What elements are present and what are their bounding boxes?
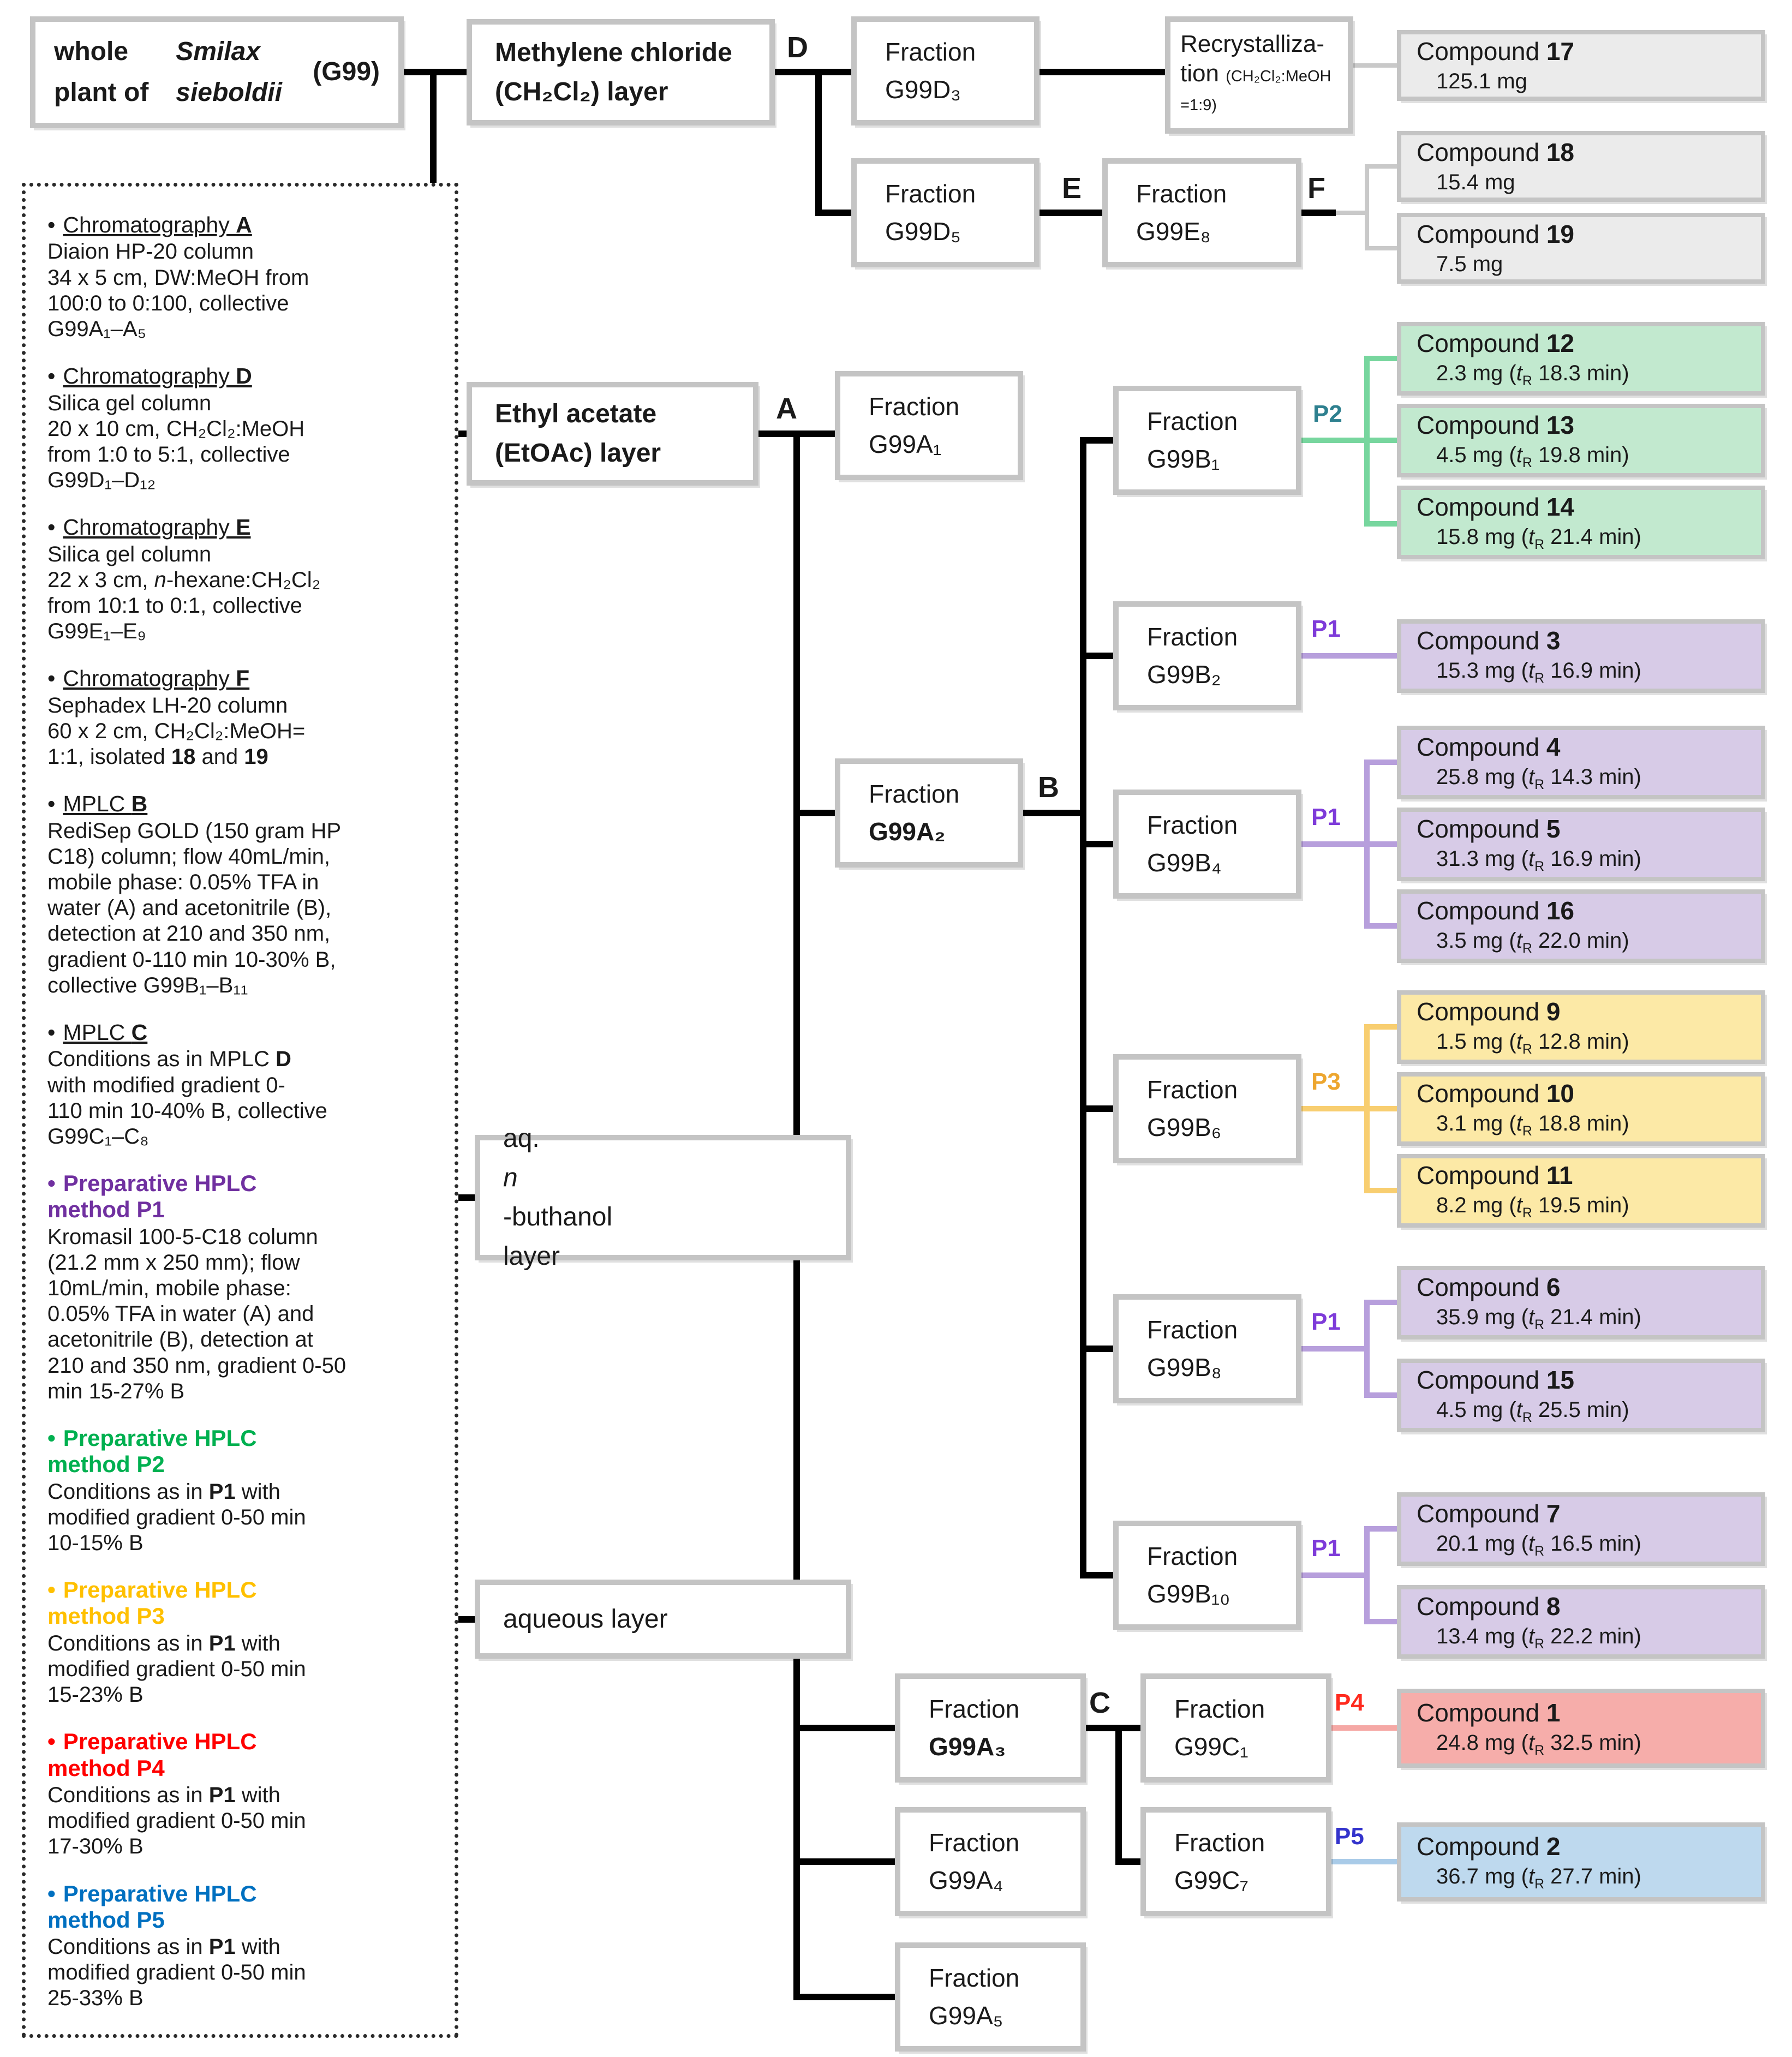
connector-line xyxy=(1331,1859,1397,1864)
legend-item-body: RediSep GOLD (150 gram HP C18) column; flow 40mL/min, mobile phase: 0.05% TFA in water (A) and acetonitrile (B), detection at 210 and 350 nm, gradient 0-110 min 10-30% B, collective G99B₁–B₁₁ xyxy=(47,818,342,997)
connector-line xyxy=(1115,1725,1122,1865)
legend-item-heading xyxy=(47,665,440,691)
compound-box-11 xyxy=(1397,1154,1765,1228)
legend-item xyxy=(47,1577,440,1708)
legend-heading-text: Chromatography A xyxy=(63,212,252,237)
fraction-word: Fraction xyxy=(1174,1828,1265,1857)
fraction-name: G99A₄ xyxy=(929,1866,1003,1894)
compound-title: Compound 7 xyxy=(1417,1499,1561,1528)
compound-detail: 13.4 mg ($t_R$ 22.2 min) xyxy=(1436,1624,1641,1652)
connector-line xyxy=(1040,69,1165,75)
fraction-box-b4 xyxy=(1113,790,1301,899)
legend-item xyxy=(47,1170,440,1404)
bullet-icon: • xyxy=(47,1729,56,1755)
fraction-box-b1 xyxy=(1113,386,1301,495)
fraction-box-d3 xyxy=(851,16,1040,125)
legend-item-heading xyxy=(47,791,440,817)
legend-item xyxy=(47,791,440,998)
legend-item xyxy=(47,665,440,770)
connector-line xyxy=(1364,760,1370,929)
compound-detail: 24.8 mg ($t_R$ 32.5 min) xyxy=(1436,1731,1641,1759)
fraction-box-b6 xyxy=(1113,1054,1301,1163)
connector-line xyxy=(797,1858,895,1865)
compound-detail: 20.1 mg ($t_R$ 16.5 min) xyxy=(1436,1532,1641,1559)
fraction-box-a3 xyxy=(895,1673,1086,1783)
bullet-icon: • xyxy=(47,1577,56,1603)
compound-box-3 xyxy=(1397,619,1765,693)
connector-line xyxy=(1083,1346,1113,1352)
legend-heading-text: Preparative HPLC method P1 xyxy=(47,1170,257,1223)
layer-box-methylene-chloride: Methylene chloride (CH₂Cl₂) layer xyxy=(467,19,775,125)
hplc-method-label-P1: P1 xyxy=(1311,615,1341,642)
fraction-word: Fraction xyxy=(1136,180,1227,208)
compound-title: Compound 1 xyxy=(1417,1699,1561,1727)
hplc-method-label-P5: P5 xyxy=(1335,1823,1364,1850)
compound-title: Compound 5 xyxy=(1417,815,1561,844)
fraction-name: G99A₁ xyxy=(869,430,942,458)
fraction-box-b8 xyxy=(1113,1294,1301,1403)
fraction-name: G99E₈ xyxy=(1136,217,1211,246)
hplc-method-label-P2: P2 xyxy=(1313,400,1342,427)
legend-item-body: Sephadex LH-20 column 60 x 2 cm, CH₂Cl₂:MeOH= 1:1, isolated 18 and 19 xyxy=(47,693,306,769)
legend-item xyxy=(47,1881,440,2012)
legend-item-body: Silica gel column 22 x 3 cm, n-hexane:CH₂Cl₂ from 10:1 to 0:1, collective G99E₁–E₉ xyxy=(47,542,321,644)
fraction-box-d5 xyxy=(851,158,1040,267)
compound-box-9 xyxy=(1397,990,1765,1064)
compound-detail: 3.1 mg ($t_R$ 18.8 min) xyxy=(1436,1111,1629,1139)
fraction-word: Fraction xyxy=(1147,811,1238,839)
connector-line xyxy=(1365,164,1369,250)
connector-line xyxy=(1023,810,1083,816)
branch-label-E: E xyxy=(1062,172,1082,205)
compound-title: Compound 18 xyxy=(1417,137,1574,166)
fraction-name: G99B₂ xyxy=(1147,660,1221,689)
connector-line xyxy=(1119,1725,1140,1731)
fraction-box-b2 xyxy=(1113,601,1301,710)
fraction-box-a4 xyxy=(895,1807,1086,1916)
legend-item xyxy=(47,1425,440,1556)
compound-detail: 36.7 mg ($t_R$ 27.7 min) xyxy=(1436,1864,1641,1892)
branch-label-D: D xyxy=(787,31,808,64)
connector-line xyxy=(1301,1106,1397,1111)
compound-box-2 xyxy=(1397,1822,1765,1901)
connector-line xyxy=(1080,437,1086,1578)
compound-title: Compound 3 xyxy=(1417,626,1561,655)
connector-line xyxy=(1301,210,1336,216)
fraction-box-e8 xyxy=(1102,158,1301,267)
connector-line xyxy=(1364,1024,1370,1193)
fraction-word: Fraction xyxy=(1147,1075,1238,1104)
connector-line xyxy=(1083,1572,1113,1578)
compound-detail: 15.8 mg ($t_R$ 21.4 min) xyxy=(1436,525,1641,553)
fraction-box-c7 xyxy=(1140,1807,1331,1916)
compound-box-18 xyxy=(1397,131,1765,202)
fraction-box-a1 xyxy=(835,371,1023,480)
connector-line xyxy=(1083,653,1113,659)
compound-box-8 xyxy=(1397,1585,1765,1659)
connector-line xyxy=(1331,1725,1397,1731)
compound-title: Compound 17 xyxy=(1417,37,1574,65)
connector-line xyxy=(1301,1346,1367,1352)
legend-item-heading xyxy=(47,1577,440,1630)
fraction-word: Fraction xyxy=(1147,1315,1238,1344)
connector-line xyxy=(1367,1392,1397,1398)
compound-detail: 2.3 mg ($t_R$ 18.3 min) xyxy=(1436,361,1629,389)
fraction-word: Fraction xyxy=(885,38,976,66)
bullet-icon: • xyxy=(47,1020,56,1045)
compound-title: Compound 12 xyxy=(1417,329,1574,358)
fraction-word: Fraction xyxy=(929,1964,1020,1992)
legend-item xyxy=(47,1729,440,1859)
branch-label-B: B xyxy=(1038,771,1059,804)
fraction-name: G99B₄ xyxy=(1147,848,1222,877)
connector-line xyxy=(815,69,822,216)
bullet-icon: • xyxy=(47,515,56,540)
bullet-icon: • xyxy=(47,212,56,237)
compound-box-16 xyxy=(1397,889,1765,963)
bullet-icon: • xyxy=(47,363,56,389)
connector-line xyxy=(1367,356,1397,361)
bullet-icon: • xyxy=(47,666,56,691)
fraction-box-a2 xyxy=(835,758,1023,868)
fraction-name: G99D₃ xyxy=(885,75,961,104)
compound-title: Compound 15 xyxy=(1417,1366,1574,1395)
legend-heading-text: Preparative HPLC method P2 xyxy=(47,1425,257,1478)
compound-box-6 xyxy=(1397,1266,1765,1340)
fraction-name: G99A₃ xyxy=(929,1732,1006,1761)
compound-box-15 xyxy=(1397,1359,1765,1432)
compound-detail: 4.5 mg ($t_R$ 25.5 min) xyxy=(1436,1398,1629,1426)
connector-line xyxy=(1364,356,1370,527)
connector-line xyxy=(1336,211,1367,215)
compound-box-19 xyxy=(1397,213,1765,284)
connector-line xyxy=(1367,521,1397,527)
source-box: whole plant of Smilax sieboldii (G99) xyxy=(30,16,404,128)
fraction-word: Fraction xyxy=(1147,407,1238,435)
legend-item-body: Kromasil 100-5-C18 column (21.2 mm x 250 mm); flow 10mL/min, mobile phase: 0.05% TFA in water (A) and acetonitrile (B), detection at 210 and 350 nm, gradient 0-50 min 15-27% B xyxy=(47,1224,347,1403)
fraction-box-a5 xyxy=(895,1942,1086,2052)
legend-item-heading xyxy=(47,1881,440,1934)
hplc-method-label-P3: P3 xyxy=(1311,1068,1341,1095)
legend-item-body: Conditions as in P1 with modified gradient 0-50 min 25-33% B xyxy=(47,1935,306,2011)
compound-title: Compound 4 xyxy=(1417,733,1561,762)
legend-item-heading xyxy=(47,1729,440,1781)
compound-detail: 15.4 mg xyxy=(1436,170,1515,194)
fraction-word: Fraction xyxy=(885,180,976,208)
connector-line xyxy=(1301,653,1397,659)
bullet-icon: • xyxy=(47,1170,56,1197)
connector-line xyxy=(1367,164,1397,169)
compound-box-5 xyxy=(1397,808,1765,881)
compound-title: Compound 9 xyxy=(1417,997,1561,1026)
fraction-word: Fraction xyxy=(1147,1542,1238,1570)
compound-detail: 15.3 mg ($t_R$ 16.9 min) xyxy=(1436,659,1641,686)
legend-item-body: Silica gel column 20 x 10 cm, CH₂Cl₂:MeOH from 1:0 to 5:1, collective G99D₁–D₁₂ xyxy=(47,391,305,493)
compound-box-1 xyxy=(1397,1689,1765,1768)
connector-line xyxy=(1367,246,1397,250)
layer-box-aqueous: aqueous layer xyxy=(475,1580,851,1659)
compound-box-13 xyxy=(1397,404,1765,477)
compound-detail: 4.5 mg ($t_R$ 19.8 min) xyxy=(1436,443,1629,471)
connector-line xyxy=(1367,1526,1397,1532)
connector-line xyxy=(1367,760,1397,765)
fraction-word: Fraction xyxy=(869,392,960,421)
legend-item-body: Conditions as in P1 with modified gradient 0-50 min 15-23% B xyxy=(47,1631,306,1707)
fraction-word: Fraction xyxy=(869,780,960,808)
compound-title: Compound 16 xyxy=(1417,896,1574,925)
connector-line xyxy=(1086,1725,1119,1731)
recrystallization-title: Recrystalliza-tion xyxy=(1180,31,1325,87)
fraction-box-c1 xyxy=(1140,1673,1331,1783)
layer-box-ethyl-acetate: Ethyl acetate (EtOAc) layer xyxy=(467,382,758,486)
legend-item-body: Conditions as in P1 with modified gradient 0-50 min 17-30% B xyxy=(47,1783,306,1859)
legend-heading-text: Preparative HPLC method P5 xyxy=(47,1880,257,1933)
fraction-name: G99B₁ xyxy=(1147,445,1220,473)
legend-item-heading xyxy=(47,212,440,238)
connector-line xyxy=(1367,1188,1397,1193)
connector-line xyxy=(1367,1619,1397,1624)
layer-box-n-buthanol: aq. n -buthanol layer xyxy=(475,1135,851,1260)
fraction-word: Fraction xyxy=(929,1828,1020,1857)
connector-line xyxy=(1364,1526,1370,1624)
hplc-method-label-P1: P1 xyxy=(1311,1308,1341,1335)
compound-box-17 xyxy=(1397,30,1765,101)
compound-title: Compound 8 xyxy=(1417,1592,1561,1621)
fraction-word: Fraction xyxy=(1174,1695,1265,1723)
connector-line xyxy=(819,210,851,216)
bullet-icon: • xyxy=(47,791,56,817)
compound-detail: 8.2 mg ($t_R$ 19.5 min) xyxy=(1436,1193,1629,1221)
compound-detail: 7.5 mg xyxy=(1436,252,1503,276)
compound-detail: 3.5 mg ($t_R$ 22.0 min) xyxy=(1436,929,1629,956)
compound-detail: 1.5 mg ($t_R$ 12.8 min) xyxy=(1436,1030,1629,1057)
legend-item-heading xyxy=(47,514,440,540)
fraction-name: G99D₅ xyxy=(885,217,961,246)
connector-line xyxy=(1083,841,1113,847)
compound-title: Compound 10 xyxy=(1417,1079,1574,1108)
hplc-method-label-P1: P1 xyxy=(1311,804,1341,830)
fraction-name: G99A₅ xyxy=(929,2001,1003,2030)
legend-item-heading xyxy=(47,363,440,389)
connector-line xyxy=(1301,841,1397,847)
legend-heading-text: MPLC C xyxy=(63,1020,148,1045)
legend-item-body: Diaion HP-20 column 34 x 5 cm, DW:MeOH from 100:0 to 0:100, collective G99A₁–A₅ xyxy=(47,240,309,341)
compound-box-4 xyxy=(1397,726,1765,799)
branch-label-A: A xyxy=(776,392,797,425)
fraction-word: Fraction xyxy=(1147,623,1238,651)
compound-box-12 xyxy=(1397,322,1765,396)
fraction-name: G99B₈ xyxy=(1147,1353,1222,1382)
compound-detail: 35.9 mg ($t_R$ 21.4 min) xyxy=(1436,1305,1641,1333)
compound-box-14 xyxy=(1397,486,1765,559)
methods-legend-panel xyxy=(22,183,458,2038)
compound-box-10 xyxy=(1397,1072,1765,1146)
connector-line xyxy=(1301,1572,1367,1578)
legend-heading-text: Chromatography D xyxy=(63,363,252,389)
legend-item xyxy=(47,1019,440,1150)
branch-label-C: C xyxy=(1089,1687,1110,1719)
connector-line xyxy=(1367,923,1397,929)
legend-heading-text: Chromatography F xyxy=(63,666,250,691)
legend-item xyxy=(47,363,440,493)
connector-line xyxy=(1119,1858,1140,1865)
legend-item xyxy=(47,514,440,644)
hplc-method-label-P4: P4 xyxy=(1335,1689,1364,1716)
compound-title: Compound 6 xyxy=(1417,1273,1561,1302)
branch-label-F: F xyxy=(1307,172,1325,205)
connector-line xyxy=(1083,1105,1113,1112)
fraction-name: G99B₆ xyxy=(1147,1113,1222,1141)
fraction-name: G99B₁₀ xyxy=(1147,1580,1230,1608)
legend-heading-text: Preparative HPLC method P3 xyxy=(47,1577,257,1629)
fraction-box-b10 xyxy=(1113,1521,1301,1630)
connector-line xyxy=(1083,437,1113,444)
compound-detail: 25.8 mg ($t_R$ 14.3 min) xyxy=(1436,765,1641,793)
legend-heading-text: MPLC B xyxy=(63,791,148,817)
hplc-method-label-P1: P1 xyxy=(1311,1535,1341,1562)
fraction-name: G99A₂ xyxy=(869,817,946,846)
connector-line xyxy=(1301,438,1397,443)
legend-item-body: Conditions as in MPLC D with modified gradient 0- 110 min 10-40% B, collective G99C₁–C₈ xyxy=(47,1047,327,1149)
compound-title: Compound 2 xyxy=(1417,1832,1561,1861)
connector-line xyxy=(1367,1024,1397,1030)
fraction-word: Fraction xyxy=(929,1695,1020,1723)
legend-item-heading xyxy=(47,1425,440,1478)
connector-line xyxy=(775,69,851,75)
legend-item-body: Conditions as in P1 with modified gradient 0-50 min 10-15% B xyxy=(47,1479,306,1555)
compound-box-7 xyxy=(1397,1492,1765,1566)
recrystallization-box xyxy=(1165,16,1353,134)
connector-line xyxy=(797,1725,895,1731)
connector-line xyxy=(1353,63,1397,68)
legend-item-heading xyxy=(47,1170,440,1223)
compound-title: Compound 19 xyxy=(1417,219,1574,248)
connector-line xyxy=(1367,1300,1397,1305)
connector-line xyxy=(797,810,835,816)
connector-line xyxy=(1040,210,1102,216)
fraction-name: G99C₁ xyxy=(1174,1732,1249,1761)
legend-heading-text: Chromatography E xyxy=(63,515,251,540)
bullet-icon: • xyxy=(47,1880,56,1906)
compound-title: Compound 14 xyxy=(1417,493,1574,522)
legend-item xyxy=(47,212,440,342)
recrystallization-note: (CH₂Cl₂:MeOH =1:9) xyxy=(1180,67,1331,115)
compound-title: Compound 11 xyxy=(1417,1161,1573,1190)
compound-detail: 31.3 mg ($t_R$ 16.9 min) xyxy=(1436,847,1641,875)
compound-title: Compound 13 xyxy=(1417,411,1574,440)
legend-heading-text: Preparative HPLC method P4 xyxy=(47,1729,257,1781)
legend-item-heading xyxy=(47,1019,440,1045)
connector-line xyxy=(797,1994,895,2000)
connector-line xyxy=(1364,1300,1370,1398)
fraction-name: G99C₇ xyxy=(1174,1866,1249,1894)
compound-detail: 125.1 mg xyxy=(1436,69,1527,93)
bullet-icon: • xyxy=(47,1425,56,1451)
